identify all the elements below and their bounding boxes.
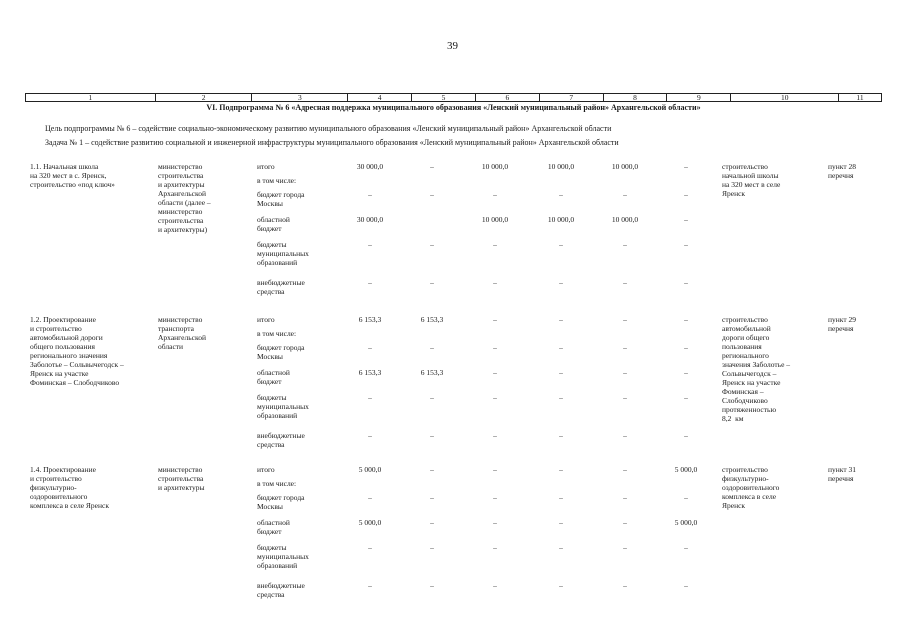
column-number-4: 4 <box>348 94 412 101</box>
funding-value: – <box>559 190 563 199</box>
funding-value: – <box>623 393 627 402</box>
executor: министерство строительства и архитектуры <box>158 465 205 492</box>
subprogram-title: VI. Подпрограмма № 6 «Адресная поддержка муниципального образования «Ленский муниципальный район» Архангельской области» <box>206 103 701 112</box>
subprogram-task: Задача № 1 – содействие развитию социальной и инженерной инфраструктуры муниципального образования «Ленский муниципальный район» Архангельской области <box>45 138 619 147</box>
funding-value: 10 000,0 <box>611 162 639 171</box>
funding-value: 10 000,0 <box>547 215 575 224</box>
funding-value: – <box>684 543 688 552</box>
funding-source: внебюджетные средства <box>257 278 305 296</box>
funding-value: – <box>623 343 627 352</box>
funding-source: областной бюджет <box>257 215 290 233</box>
funding-value: – <box>623 190 627 199</box>
funding-value: 5 000,0 <box>674 518 698 527</box>
funding-value: – <box>623 465 627 474</box>
funding-value: – <box>684 315 688 324</box>
funding-value: – <box>623 543 627 552</box>
funding-value: – <box>493 278 497 287</box>
funding-value: – <box>684 162 688 171</box>
funding-value: – <box>368 393 372 402</box>
column-number-header <box>25 93 882 102</box>
column-number-8: 8 <box>604 94 668 101</box>
funding-value: – <box>684 190 688 199</box>
funding-value: – <box>368 278 372 287</box>
funding-value: – <box>559 368 563 377</box>
funding-source: бюджет города Москвы <box>257 343 305 361</box>
expected-result: строительство начальной школы на 320 мест в селе Яренск <box>722 162 781 198</box>
measure-name: 1.4. Проектирование и строительство физкультурно- оздоровительного комплекса в селе Яренск <box>30 465 109 510</box>
funding-source: бюджеты муниципальных образований <box>257 543 309 570</box>
column-number-2: 2 <box>156 94 253 101</box>
funding-value: – <box>430 431 434 440</box>
funding-value: – <box>368 493 372 502</box>
executor: министерство транспорта Архангельской области <box>158 315 206 351</box>
funding-value: – <box>368 190 372 199</box>
column-number-10: 10 <box>731 94 839 101</box>
funding-source: областной бюджет <box>257 518 290 536</box>
funding-value: – <box>559 493 563 502</box>
funding-value: 10 000,0 <box>481 215 509 224</box>
funding-value: – <box>493 581 497 590</box>
funding-value: – <box>368 543 372 552</box>
funding-value: – <box>623 240 627 249</box>
column-number-5: 5 <box>412 94 476 101</box>
funding-source: в том числе: <box>257 479 297 488</box>
funding-value: – <box>430 465 434 474</box>
funding-value: – <box>559 278 563 287</box>
expected-result: строительство автомобильной дороги общего пользования регионального значения Заболотье – Сольвычегодск – Яренск на участке Фоминская – Слободчиково протяженностью 8,2 км <box>722 315 791 423</box>
funding-value: – <box>493 518 497 527</box>
funding-value: – <box>368 581 372 590</box>
measure-name: 1.1. Начальная школа на 320 мест в с. Яренск, строительство «под ключ» <box>30 162 115 189</box>
column-number-1: 1 <box>26 94 156 101</box>
column-number-9: 9 <box>667 94 731 101</box>
funding-value: – <box>684 215 688 224</box>
funding-value: 30 000,0 <box>356 215 384 224</box>
funding-value: – <box>684 431 688 440</box>
funding-value: 6 153,3 <box>420 315 444 324</box>
funding-value: – <box>623 581 627 590</box>
funding-value: 6 153,3 <box>358 368 382 377</box>
funding-value: – <box>493 431 497 440</box>
funding-value: – <box>493 368 497 377</box>
funding-source: областной бюджет <box>257 368 290 386</box>
funding-value: – <box>430 543 434 552</box>
funding-value: – <box>559 393 563 402</box>
funding-value: – <box>493 343 497 352</box>
funding-source: в том числе: <box>257 329 297 338</box>
funding-value: – <box>684 393 688 402</box>
funding-value: 30 000,0 <box>356 162 384 171</box>
column-number-6: 6 <box>476 94 540 101</box>
funding-value: – <box>559 581 563 590</box>
funding-source: бюджет города Москвы <box>257 493 305 511</box>
funding-source: внебюджетные средства <box>257 581 305 599</box>
funding-value: – <box>623 431 627 440</box>
list-reference: пункт 31 перечня <box>828 465 856 483</box>
funding-source: бюджет города Москвы <box>257 190 305 208</box>
funding-source: в том числе: <box>257 176 297 185</box>
funding-value: – <box>559 240 563 249</box>
funding-value: – <box>493 543 497 552</box>
column-number-7: 7 <box>540 94 604 101</box>
list-reference: пункт 28 перечня <box>828 162 856 180</box>
funding-value: – <box>623 493 627 502</box>
funding-value: – <box>623 518 627 527</box>
funding-value: – <box>559 518 563 527</box>
funding-value: 10 000,0 <box>547 162 575 171</box>
expected-result: строительство физкультурно- оздоровительного комплекса в селе Яренск <box>722 465 780 510</box>
funding-value: – <box>368 343 372 352</box>
funding-value: – <box>493 240 497 249</box>
funding-value: – <box>430 518 434 527</box>
funding-value: – <box>684 581 688 590</box>
funding-value: – <box>684 493 688 502</box>
funding-source: внебюджетные средства <box>257 431 305 449</box>
funding-value: – <box>684 240 688 249</box>
funding-value: – <box>430 343 434 352</box>
funding-source: итого <box>257 465 275 474</box>
funding-value: – <box>559 343 563 352</box>
funding-value: 5 000,0 <box>358 518 382 527</box>
funding-value: – <box>430 278 434 287</box>
funding-value: – <box>623 368 627 377</box>
funding-value: – <box>684 343 688 352</box>
funding-value: – <box>559 543 563 552</box>
funding-value: – <box>493 465 497 474</box>
funding-value: – <box>493 190 497 199</box>
subprogram-goal: Цель подпрограммы № 6 – содействие социально-экономическому развитию муниципального образования «Ленский муниципальный район» Архангельской области <box>45 124 612 133</box>
funding-value: – <box>559 315 563 324</box>
funding-value: – <box>430 581 434 590</box>
funding-value: 6 153,3 <box>420 368 444 377</box>
funding-source: бюджеты муниципальных образований <box>257 240 309 267</box>
funding-value: – <box>368 431 372 440</box>
funding-source: итого <box>257 162 275 171</box>
funding-value: – <box>493 315 497 324</box>
funding-value: – <box>493 393 497 402</box>
funding-value: – <box>368 240 372 249</box>
funding-value: 6 153,3 <box>358 315 382 324</box>
list-reference: пункт 29 перечня <box>828 315 856 333</box>
funding-source: итого <box>257 315 275 324</box>
executor: министерство строительства и архитектуры Архангельской области (далее – министерство строительства и архитектуры) <box>158 162 211 234</box>
funding-value: – <box>430 162 434 171</box>
funding-value: – <box>559 431 563 440</box>
funding-value: – <box>493 493 497 502</box>
funding-value: 10 000,0 <box>611 215 639 224</box>
funding-value: – <box>430 393 434 402</box>
funding-value: 10 000,0 <box>481 162 509 171</box>
funding-value: 5 000,0 <box>674 465 698 474</box>
funding-value: – <box>430 190 434 199</box>
funding-value: – <box>684 368 688 377</box>
funding-value: 5 000,0 <box>358 465 382 474</box>
funding-value: – <box>430 240 434 249</box>
funding-value: – <box>623 278 627 287</box>
funding-value: – <box>430 493 434 502</box>
column-number-3: 3 <box>252 94 348 101</box>
column-number-11: 11 <box>856 93 864 102</box>
funding-value: – <box>623 315 627 324</box>
funding-value: – <box>684 278 688 287</box>
page-number: 39 <box>447 40 458 52</box>
funding-value: – <box>559 465 563 474</box>
measure-name: 1.2. Проектирование и строительство автомобильной дороги общего пользования регионального значения Заболотье – Сольвычегодск – Яренск на участке Фоминская – Слободчиково <box>30 315 124 387</box>
funding-source: бюджеты муниципальных образований <box>257 393 309 420</box>
